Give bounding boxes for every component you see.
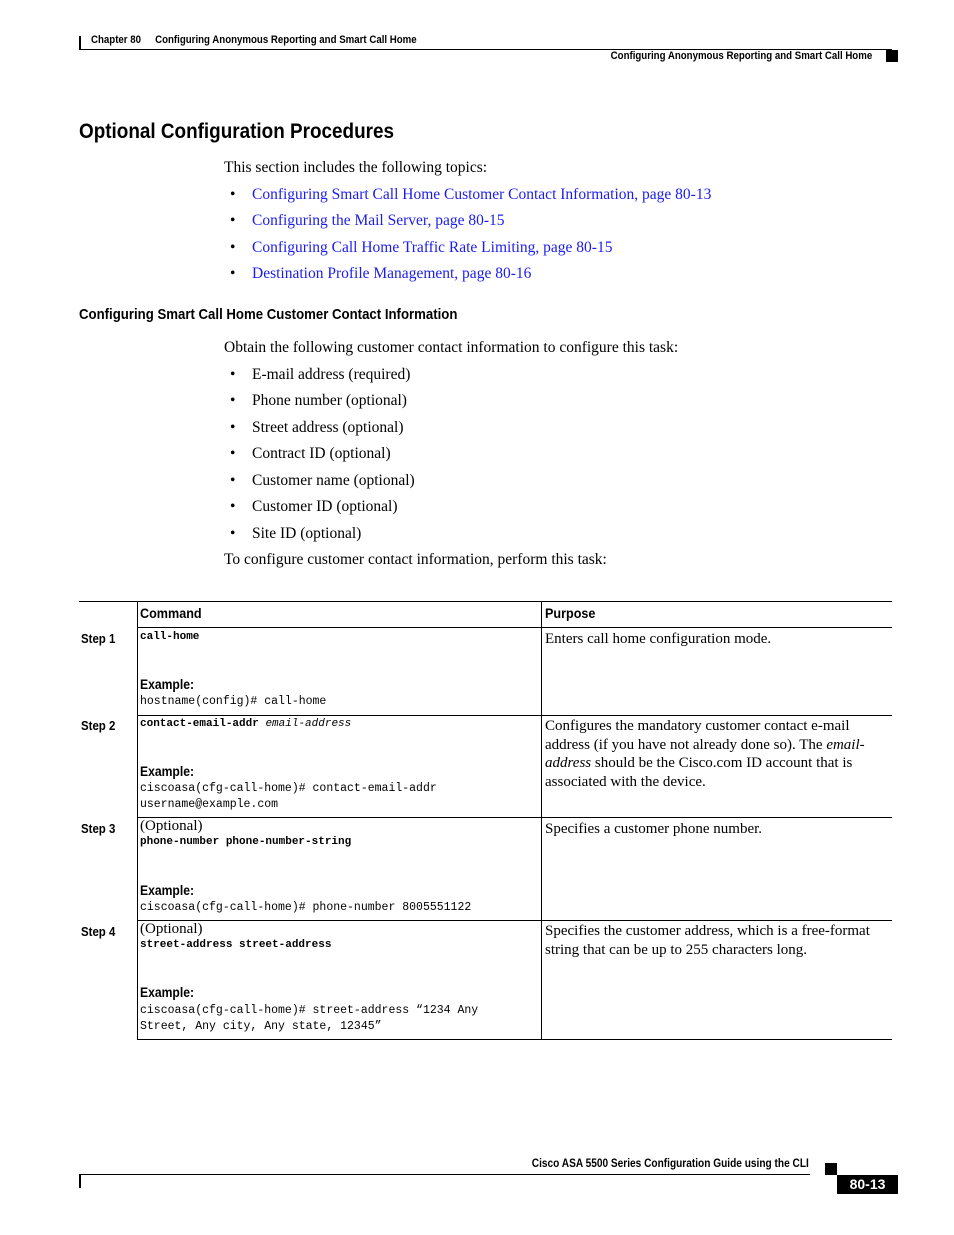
command-text: phone-number phone-number-string (140, 836, 352, 848)
contact-item: • E-mail address (required) (230, 366, 411, 383)
topic-link-2[interactable]: • Configuring the Mail Server, page 80-15 (230, 212, 505, 229)
section-subheading: Configuring Smart Call Home Customer Contact Information (79, 306, 458, 323)
example-label: Example: (140, 883, 195, 898)
example-label: Example: (140, 677, 195, 692)
running-header-section: Configuring Anonymous Reporting and Smart Call Home (610, 50, 872, 62)
footer-rule (79, 1174, 810, 1175)
page-number: 80-13 (837, 1175, 898, 1194)
contact-item: • Contract ID (optional) (230, 445, 391, 462)
topic-link-3[interactable]: • Configuring Call Home Traffic Rate Limiting, page 80-15 (230, 239, 613, 256)
table-row-rule (137, 920, 892, 921)
running-header-chapter (91, 34, 417, 46)
purpose-text: Enters call home configuration mode. (545, 631, 772, 647)
purpose-text: Configures the mandatory customer contact e-mail address (if you have not already done so). The email-address should be the Cisco.com ID account that is associated with the device. (545, 718, 865, 790)
contact-item: • Street address (optional) (230, 419, 404, 436)
contact-item: • Customer ID (optional) (230, 498, 398, 515)
step-label: Step 1 (81, 631, 116, 646)
contact-item: • Phone number (optional) (230, 392, 407, 409)
example-code: ciscoasa(cfg-call-home)# contact-email-addr username@example.com (140, 782, 437, 811)
column-header-command: Command (140, 605, 202, 621)
table-top-rule (79, 601, 892, 602)
footer-marker-block (825, 1163, 837, 1175)
example-code: hostname(config)# call-home (140, 695, 327, 708)
column-header-purpose: Purpose (545, 605, 596, 621)
topic-link-1[interactable]: • Configuring Smart Call Home Customer Contact Information, page 80-13 (230, 186, 712, 203)
optional-label: (Optional) (140, 921, 203, 937)
header-rule-vertical (79, 36, 81, 50)
contact-item: • Site ID (optional) (230, 525, 362, 542)
purpose-text: Specifies a customer phone number. (545, 821, 763, 837)
example-code: ciscoasa(cfg-call-home)# street-address “1234 Any Street, Any city, Any state, 12345” (140, 1004, 479, 1033)
example-code: ciscoasa(cfg-call-home)# phone-number 8005551122 (140, 901, 472, 914)
command-text: call-home (140, 631, 200, 643)
chapter-title: Configuring Anonymous Reporting and Smart Call Home (155, 34, 417, 46)
footer-book-title: Cisco ASA 5500 Series Configuration Guide using the CLI (531, 1158, 809, 1170)
step-label: Step 2 (81, 718, 116, 733)
step-label: Step 3 (81, 821, 116, 836)
step-label: Step 4 (81, 924, 116, 939)
table-row-rule (137, 715, 892, 716)
table-column-rule (541, 601, 542, 1040)
footer-rule-vertical (79, 1174, 81, 1188)
chapter-number: Chapter 80 (91, 34, 142, 46)
configure-text: To configure customer contact information, perform this task: (224, 551, 607, 568)
example-label: Example: (140, 764, 195, 779)
contact-item: • Customer name (optional) (230, 472, 415, 489)
table-row-rule (137, 817, 892, 818)
table-header-rule (137, 627, 892, 628)
header-marker-block (886, 50, 898, 62)
command-text: street-address street-address (140, 939, 332, 951)
command-text: contact-email-addr email-address (140, 718, 352, 730)
topic-link-4[interactable]: • Destination Profile Management, page 80-16 (230, 265, 532, 282)
optional-label: (Optional) (140, 818, 203, 834)
purpose-text: Specifies the customer address, which is a free-format string that can be up to 255 characters long. (545, 923, 870, 958)
table-bottom-rule (137, 1039, 892, 1040)
intro-text: This section includes the following topics: (224, 159, 488, 176)
table-left-rule (137, 601, 138, 1040)
page-heading: Optional Configuration Procedures (79, 120, 395, 143)
obtain-text: Obtain the following customer contact information to configure this task: (224, 339, 679, 356)
example-label: Example: (140, 985, 195, 1000)
